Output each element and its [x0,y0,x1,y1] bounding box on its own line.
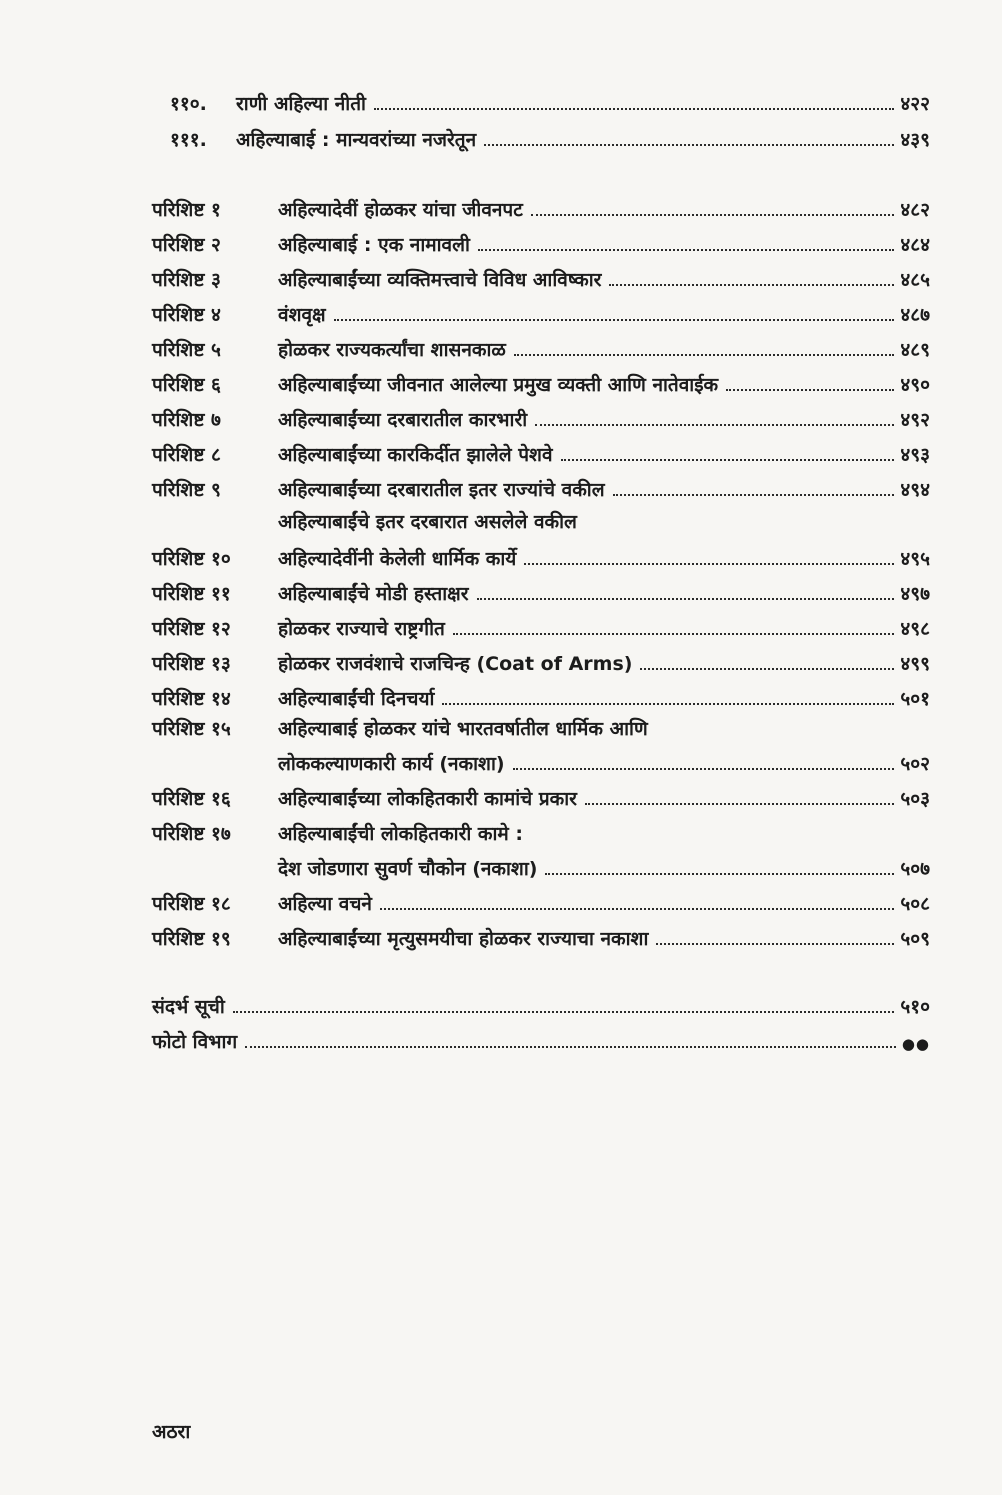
appendix-row [152,256,930,290]
leader-dots [514,354,895,356]
appendix-label: परिशिष्ट १३ [152,653,231,675]
leader-dots [245,1046,896,1048]
appendix-row [152,705,930,739]
page-number: ५०९ [900,928,930,950]
leader-dots [640,668,894,670]
appendix-label: परिशिष्ट १ [152,199,221,221]
appendix-label: परिशिष्ट १५ [152,718,231,740]
page-number: ५०३ [900,788,930,810]
appendix-label: परिशिष्ट ४ [152,304,221,326]
appendix-row [152,640,930,674]
page-number: ५०८ [900,893,930,915]
appendix-title: अहिल्याबाईंच्या दरबारातील कारभारी [278,409,528,431]
leader-dots [453,633,895,635]
leader-dots [609,284,894,286]
leader-dots [561,459,895,461]
back-matter-row [152,1018,930,1052]
appendix-title: होळकर राज्यकर्त्यांचा शासनकाळ [278,339,506,361]
chapter-row [170,116,930,150]
leader-dots [484,144,894,146]
chapter-number: १११. [170,129,207,151]
appendix-row [152,535,930,569]
appendix-title: अहिल्याबाईंच्या लोकहितकारी कामांचे प्रकार [278,788,577,810]
appendix-row [152,880,930,914]
leader-dots [513,768,895,770]
appendix-row [152,466,930,500]
appendix-label: परिशिष्ट १७ [152,823,231,845]
appendix-row [152,810,930,844]
appendix-label: परिशिष्ट १० [152,548,231,570]
appendix-label: परिशिष्ट ८ [152,444,221,466]
appendix-label: परिशिष्ट १९ [152,928,231,950]
appendix-row [152,361,930,395]
appendix-row [152,915,930,949]
appendix-label: परिशिष्ट १६ [152,788,231,810]
page-number: ४८४ [900,234,930,256]
appendix-label: परिशिष्ट १२ [152,618,231,640]
page-number: ४९२ [900,409,930,431]
page-number: ●● [901,1035,930,1053]
appendix-title-continuation: अहिल्याबाईंचे इतर दरबारात असलेले वकील [278,511,577,533]
page-number: ४८७ [900,304,930,326]
leader-dots [374,108,894,110]
appendix-row [152,675,930,709]
appendix-label: परिशिष्ट २ [152,234,221,256]
leader-dots [524,563,894,565]
appendix-title-line1: अहिल्याबाई होळकर यांचे भारतवर्षातील धार्मिक आणि [278,718,648,740]
page-number: ४९९ [900,653,930,675]
page-number: ४२२ [900,93,930,115]
appendix-label: परिशिष्ट ९ [152,479,221,501]
leader-dots [233,1011,895,1013]
appendix-title: होळकर राजवंशाचे राजचिन्ह (Coat of Arms) [278,653,633,675]
appendix-title: अहिल्याबाईंच्या मृत्युसमयीचा होळकर राज्याचा नकाशा [278,928,649,950]
leader-dots [585,803,894,805]
page-number: ५१० [900,996,930,1018]
appendix-label: परिशिष्ट ७ [152,409,221,431]
leader-dots [380,908,894,910]
appendix-label: परिशिष्ट ६ [152,374,221,396]
chapter-number: ११०. [170,93,207,115]
appendix-title: अहिल्याबाईंच्या जीवनात आलेल्या प्रमुख व्यक्ती आणि नातेवाईक [278,374,719,396]
appendix-title: देश जोडणारा सुवर्ण चौकोन (नकाशा) [278,858,538,880]
page-number: ४८२ [900,199,930,221]
appendix-row-continuation [278,740,930,774]
appendix-title: अहिल्या वचने [278,893,372,915]
appendix-title: अहिल्यादेवीं होळकर यांचा जीवनपट [278,199,523,221]
page-folio: अठरा [152,1421,191,1443]
appendix-row [152,431,930,465]
appendix-row [152,291,930,325]
page-number: ५०७ [900,858,930,880]
page-number: ४९७ [900,583,930,605]
chapter-row [170,80,930,114]
appendix-row [152,326,930,360]
appendix-title: अहिल्याबाईंच्या दरबारातील इतर राज्यांचे वकील [278,479,605,501]
page-number: ४८९ [900,339,930,361]
page-number: ४९४ [900,479,930,501]
appendix-row [152,775,930,809]
appendix-row-continuation [278,845,930,879]
back-matter-title: संदर्भ सूची [152,996,225,1018]
appendix-label: परिशिष्ट ११ [152,583,231,605]
appendix-title: लोककल्याणकारी कार्य (नकाशा) [278,753,505,775]
appendix-title: अहिल्याबाईंच्या व्यक्तिमत्त्वाचे विविध आविष्कार [278,269,602,291]
appendix-label: परिशिष्ट ३ [152,269,221,291]
back-matter-title: फोटो विभाग [152,1031,238,1053]
appendix-title: अहिल्याबाईंची दिनचर्या [278,688,435,710]
appendix-row [152,396,930,430]
appendix-title: अहिल्याबाई : एक नामावली [278,234,470,256]
leader-dots [726,389,894,391]
page-number: ४८५ [900,269,930,291]
appendix-row [152,186,930,220]
appendix-row [152,221,930,255]
leader-dots [656,943,894,945]
appendix-label: परिशिष्ट १८ [152,893,231,915]
leader-dots [613,494,895,496]
appendix-row [152,570,930,604]
appendix-title: अहिल्याबाईंच्या कारकिर्दीत झालेले पेशवे [278,444,553,466]
leader-dots [477,598,895,600]
page-number: ४९८ [900,618,930,640]
chapter-title: अहिल्याबाई : मान्यवरांच्या नजरेतून [236,129,477,151]
appendix-title: अहिल्याबाईंचे मोडी हस्ताक्षर [278,583,469,605]
leader-dots [478,249,894,251]
appendix-label: परिशिष्ट १४ [152,688,231,710]
leader-dots [545,873,894,875]
appendix-title: अहिल्यादेवींनी केलेली धार्मिक कार्ये [278,548,517,570]
appendix-title: वंशवृक्ष [278,304,326,326]
chapter-title: राणी अहिल्या नीती [236,93,366,115]
page-number: ४९३ [900,444,930,466]
leader-dots [334,319,895,321]
back-matter-row [152,983,930,1017]
appendix-row [152,605,930,639]
appendix-label: परिशिष्ट ५ [152,339,221,361]
leader-dots [535,424,894,426]
appendix-title-line1: अहिल्याबाईंची लोकहितकारी कामे : [278,823,523,845]
page-number: ४९० [900,374,930,396]
appendix-title: होळकर राज्याचे राष्ट्रगीत [278,618,445,640]
page-number: ४३९ [900,129,930,151]
page-number: ५०२ [900,753,930,775]
leader-dots [531,214,895,216]
page-number: ५०१ [900,688,930,710]
page-number: ४९५ [900,548,930,570]
